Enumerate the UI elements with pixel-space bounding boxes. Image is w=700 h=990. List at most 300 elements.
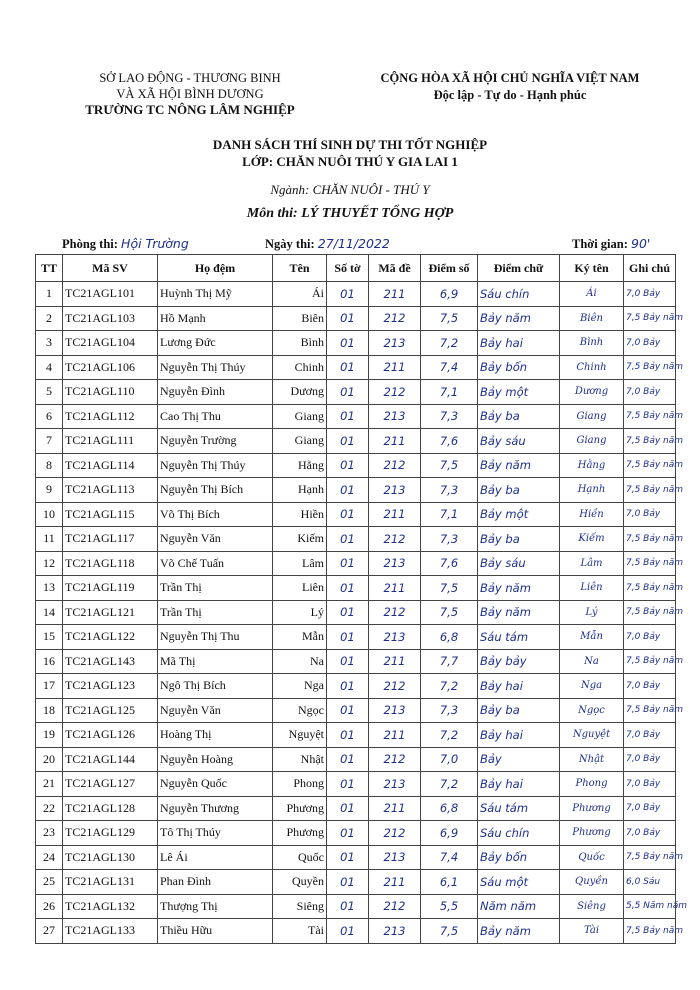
row-number-cell: 11 bbox=[36, 527, 63, 552]
row-number-cell: 7 bbox=[36, 429, 63, 454]
col-header-score-words: Điểm chữ bbox=[478, 255, 560, 282]
table-row bbox=[36, 478, 676, 503]
signature-cell: Hạnh bbox=[560, 478, 624, 503]
col-header-sheets: Số tờ bbox=[327, 255, 369, 282]
score-cell: 7,2 bbox=[421, 674, 478, 699]
note-cell: 7,0 Bảy bbox=[624, 380, 676, 405]
row-number-cell: 6 bbox=[36, 404, 63, 429]
score-cell: 7,4 bbox=[421, 355, 478, 380]
sheet-count-cell: 01 bbox=[327, 649, 369, 674]
score-words-cell: Bảy một bbox=[478, 502, 560, 527]
col-header-exam-code: Mã đề bbox=[369, 255, 421, 282]
table-row bbox=[36, 355, 676, 380]
col-header-score: Điểm số bbox=[421, 255, 478, 282]
surname-cell: Võ Thị Bích bbox=[158, 502, 273, 527]
sheet-count-cell: 01 bbox=[327, 600, 369, 625]
row-number-cell: 5 bbox=[36, 380, 63, 405]
sheet-count-cell: 01 bbox=[327, 747, 369, 772]
score-cell: 6,9 bbox=[421, 821, 478, 846]
surname-cell: Võ Chế Tuấn bbox=[158, 551, 273, 576]
given-name-cell: Giang bbox=[273, 404, 327, 429]
score-words-cell: Bảy hai bbox=[478, 723, 560, 748]
exam-code-cell: 211 bbox=[369, 502, 421, 527]
row-number-cell: 1 bbox=[36, 282, 63, 307]
note-cell: 7,0 Bảy bbox=[624, 331, 676, 356]
score-words-cell: Bảy hai bbox=[478, 331, 560, 356]
table-row bbox=[36, 845, 676, 870]
row-number-cell: 25 bbox=[36, 870, 63, 895]
table-row bbox=[36, 723, 676, 748]
score-cell: 7,3 bbox=[421, 404, 478, 429]
note-cell: 7,5 Bảy năm bbox=[624, 453, 676, 478]
document-title: DANH SÁCH THÍ SINH DỰ THI TỐT NGHIỆP bbox=[212, 137, 488, 152]
surname-cell: Nguyễn Hoàng bbox=[158, 747, 273, 772]
exam-code-cell: 212 bbox=[369, 747, 421, 772]
surname-cell: Nguyễn Quốc bbox=[158, 772, 273, 797]
surname-cell: Ngô Thị Bích bbox=[158, 674, 273, 699]
room-value: Hội Trường bbox=[121, 236, 189, 251]
table-row bbox=[36, 282, 676, 307]
row-number-cell: 17 bbox=[36, 674, 63, 699]
surname-cell: Nguyễn Văn bbox=[158, 698, 273, 723]
exam-code-cell: 211 bbox=[369, 355, 421, 380]
note-cell: 7,5 Bảy năm bbox=[624, 698, 676, 723]
surname-cell: Nguyễn Văn bbox=[158, 527, 273, 552]
sheet-count-cell: 01 bbox=[327, 453, 369, 478]
date-value: 27/11/2022 bbox=[317, 236, 390, 251]
table-row bbox=[36, 772, 676, 797]
student-id-cell: TC21AGL125 bbox=[63, 698, 158, 723]
signature-cell: Ngọc bbox=[560, 698, 624, 723]
score-words-cell: Năm năm bbox=[478, 894, 560, 919]
signature-cell: Hằng bbox=[560, 453, 624, 478]
student-id-cell: TC21AGL123 bbox=[63, 674, 158, 699]
exam-code-cell: 213 bbox=[369, 478, 421, 503]
row-number-cell: 12 bbox=[36, 551, 63, 576]
school-name: TRƯỜNG TC NÔNG LÂM NGHIỆP bbox=[85, 102, 295, 117]
exam-code-cell: 211 bbox=[369, 649, 421, 674]
student-id-cell: TC21AGL106 bbox=[63, 355, 158, 380]
row-number-cell: 19 bbox=[36, 723, 63, 748]
given-name-cell: Quyền bbox=[273, 870, 327, 895]
score-cell: 7,5 bbox=[421, 600, 478, 625]
surname-cell: Nguyễn Thị Thu bbox=[158, 625, 273, 650]
table-row bbox=[36, 600, 676, 625]
sheet-count-cell: 01 bbox=[327, 845, 369, 870]
student-id-cell: TC21AGL121 bbox=[63, 600, 158, 625]
given-name-cell: Phương bbox=[273, 821, 327, 846]
note-cell: 6,0 Sáu bbox=[624, 870, 676, 895]
surname-cell: Nguyễn Thương bbox=[158, 796, 273, 821]
given-name-cell: Biên bbox=[273, 306, 327, 331]
exam-code-cell: 212 bbox=[369, 453, 421, 478]
col-header-surname: Họ đệm bbox=[158, 255, 273, 282]
score-words-cell: Bảy bảy bbox=[478, 649, 560, 674]
given-name-cell: Quốc bbox=[273, 845, 327, 870]
surname-cell: Thượng Thị bbox=[158, 894, 273, 919]
student-id-cell: TC21AGL104 bbox=[63, 331, 158, 356]
student-id-cell: TC21AGL110 bbox=[63, 380, 158, 405]
signature-cell: Tài bbox=[560, 919, 624, 944]
surname-cell: Phan Đình bbox=[158, 870, 273, 895]
sheet-count-cell: 01 bbox=[327, 821, 369, 846]
time-label: Thời gian: bbox=[572, 237, 628, 251]
score-cell: 6,1 bbox=[421, 870, 478, 895]
exam-code-cell: 212 bbox=[369, 527, 421, 552]
table-row bbox=[36, 551, 676, 576]
time-value: 90' bbox=[631, 236, 651, 251]
given-name-cell: Nhật bbox=[273, 747, 327, 772]
sheet-count-cell: 01 bbox=[327, 894, 369, 919]
student-id-cell: TC21AGL101 bbox=[63, 282, 158, 307]
score-words-cell: Bảy bbox=[478, 747, 560, 772]
signature-cell: Phong bbox=[560, 772, 624, 797]
surname-cell: Nguyễn Thị Thúy bbox=[158, 453, 273, 478]
exam-code-cell: 212 bbox=[369, 380, 421, 405]
given-name-cell: Siêng bbox=[273, 894, 327, 919]
score-cell: 7,0 bbox=[421, 747, 478, 772]
note-cell: 7,0 Bảy bbox=[624, 772, 676, 797]
score-words-cell: Bảy ba bbox=[478, 404, 560, 429]
surname-cell: Huỳnh Thị Mỹ bbox=[158, 282, 273, 307]
table-row bbox=[36, 919, 676, 944]
table-row bbox=[36, 429, 676, 454]
given-name-cell: Chinh bbox=[273, 355, 327, 380]
note-cell: 7,5 Bảy năm bbox=[624, 600, 676, 625]
note-cell: 7,5 Bảy năm bbox=[624, 649, 676, 674]
sheet-count-cell: 01 bbox=[327, 478, 369, 503]
student-id-cell: TC21AGL127 bbox=[63, 772, 158, 797]
signature-cell: Na bbox=[560, 649, 624, 674]
col-header-tt: TT bbox=[36, 255, 63, 282]
note-cell: 7,5 Bảy năm bbox=[624, 429, 676, 454]
exam-code-cell: 213 bbox=[369, 404, 421, 429]
given-name-cell: Giang bbox=[273, 429, 327, 454]
exam-room bbox=[62, 236, 189, 252]
sheet-count-cell: 01 bbox=[327, 355, 369, 380]
signature-cell: Quốc bbox=[560, 845, 624, 870]
score-cell: 7,7 bbox=[421, 649, 478, 674]
exam-code-cell: 211 bbox=[369, 429, 421, 454]
surname-cell: Trần Thị bbox=[158, 600, 273, 625]
sheet-count-cell: 01 bbox=[327, 429, 369, 454]
given-name-cell: Lý bbox=[273, 600, 327, 625]
given-name-cell: Phương bbox=[273, 796, 327, 821]
score-words-cell: Bảy ba bbox=[478, 527, 560, 552]
national-motto: Độc lập - Tự do - Hạnh phúc bbox=[433, 88, 587, 102]
surname-cell: Tô Thị Thúy bbox=[158, 821, 273, 846]
row-number-cell: 26 bbox=[36, 894, 63, 919]
sheet-count-cell: 01 bbox=[327, 625, 369, 650]
signature-cell: Dương bbox=[560, 380, 624, 405]
table-row bbox=[36, 796, 676, 821]
student-id-cell: TC21AGL129 bbox=[63, 821, 158, 846]
surname-cell: Cao Thị Thu bbox=[158, 404, 273, 429]
note-cell: 7,5 Bảy năm bbox=[624, 478, 676, 503]
sheet-count-cell: 01 bbox=[327, 576, 369, 601]
student-id-cell: TC21AGL103 bbox=[63, 306, 158, 331]
score-words-cell: Bảy bốn bbox=[478, 845, 560, 870]
score-cell: 7,4 bbox=[421, 845, 478, 870]
score-words-cell: Bảy bốn bbox=[478, 355, 560, 380]
score-words-cell: Sáu chín bbox=[478, 282, 560, 307]
sheet-count-cell: 01 bbox=[327, 282, 369, 307]
signature-cell: Hiền bbox=[560, 502, 624, 527]
sheet-count-cell: 01 bbox=[327, 870, 369, 895]
exam-code-cell: 212 bbox=[369, 306, 421, 331]
exam-code-cell: 213 bbox=[369, 331, 421, 356]
note-cell: 7,0 Bảy bbox=[624, 747, 676, 772]
exam-code-cell: 211 bbox=[369, 576, 421, 601]
row-number-cell: 14 bbox=[36, 600, 63, 625]
score-words-cell: Bảy ba bbox=[478, 698, 560, 723]
sheet-count-cell: 01 bbox=[327, 919, 369, 944]
given-name-cell: Nguyệt bbox=[273, 723, 327, 748]
signature-cell: Giang bbox=[560, 404, 624, 429]
subject-line: Môn thi: LÝ THUYẾT TỔNG HỢP bbox=[246, 206, 454, 221]
note-cell: 7,0 Bảy bbox=[624, 821, 676, 846]
student-id-cell: TC21AGL115 bbox=[63, 502, 158, 527]
score-cell: 7,5 bbox=[421, 453, 478, 478]
score-words-cell: Bảy năm bbox=[478, 600, 560, 625]
sheet-count-cell: 01 bbox=[327, 772, 369, 797]
score-cell: 7,1 bbox=[421, 380, 478, 405]
table-row bbox=[36, 404, 676, 429]
signature-cell: Chinh bbox=[560, 355, 624, 380]
surname-cell: Nguyễn Đình bbox=[158, 380, 273, 405]
signature-cell: Quyền bbox=[560, 870, 624, 895]
score-words-cell: Bảy năm bbox=[478, 576, 560, 601]
row-number-cell: 10 bbox=[36, 502, 63, 527]
student-id-cell: TC21AGL111 bbox=[63, 429, 158, 454]
row-number-cell: 22 bbox=[36, 796, 63, 821]
score-words-cell: Bảy hai bbox=[478, 674, 560, 699]
student-id-cell: TC21AGL144 bbox=[63, 747, 158, 772]
table-row bbox=[36, 821, 676, 846]
student-id-cell: TC21AGL128 bbox=[63, 796, 158, 821]
score-words-cell: Bảy năm bbox=[478, 453, 560, 478]
sheet-count-cell: 01 bbox=[327, 306, 369, 331]
exam-code-cell: 212 bbox=[369, 821, 421, 846]
signature-cell: Biên bbox=[560, 306, 624, 331]
table-row bbox=[36, 306, 676, 331]
score-words-cell: Bảy năm bbox=[478, 306, 560, 331]
sheet-count-cell: 01 bbox=[327, 796, 369, 821]
date-label: Ngày thi: bbox=[265, 237, 315, 251]
score-words-cell: Sáu một bbox=[478, 870, 560, 895]
exam-code-cell: 213 bbox=[369, 772, 421, 797]
score-words-cell: Bảy ba bbox=[478, 478, 560, 503]
exam-date bbox=[265, 236, 390, 252]
signature-cell: Mẫn bbox=[560, 625, 624, 650]
signature-cell: Phương bbox=[560, 821, 624, 846]
row-number-cell: 21 bbox=[36, 772, 63, 797]
exam-duration bbox=[572, 236, 650, 252]
surname-cell: Lương Đức bbox=[158, 331, 273, 356]
student-id-cell: TC21AGL132 bbox=[63, 894, 158, 919]
score-words-cell: Bảy một bbox=[478, 380, 560, 405]
score-words-cell: Bảy hai bbox=[478, 772, 560, 797]
score-cell: 7,5 bbox=[421, 306, 478, 331]
class-title: LỚP: CHĂN NUÔI THÚ Y GIA LAI 1 bbox=[242, 154, 458, 169]
given-name-cell: Hạnh bbox=[273, 478, 327, 503]
given-name-cell: Nga bbox=[273, 674, 327, 699]
note-cell: 7,0 Bảy bbox=[624, 674, 676, 699]
signature-cell: Bình bbox=[560, 331, 624, 356]
table-row bbox=[36, 625, 676, 650]
agency-header bbox=[40, 70, 340, 118]
student-id-cell: TC21AGL133 bbox=[63, 919, 158, 944]
col-header-signature: Ký tên bbox=[560, 255, 624, 282]
signature-cell: Nhật bbox=[560, 747, 624, 772]
sheet-count-cell: 01 bbox=[327, 380, 369, 405]
table-row bbox=[36, 870, 676, 895]
signature-cell: Phương bbox=[560, 796, 624, 821]
exam-code-cell: 213 bbox=[369, 919, 421, 944]
student-id-cell: TC21AGL122 bbox=[63, 625, 158, 650]
table-row bbox=[36, 453, 676, 478]
score-cell: 7,6 bbox=[421, 429, 478, 454]
note-cell: 7,5 Bảy năm bbox=[624, 306, 676, 331]
score-cell: 6,9 bbox=[421, 282, 478, 307]
signature-cell: Ái bbox=[560, 282, 624, 307]
student-id-cell: TC21AGL112 bbox=[63, 404, 158, 429]
table-row bbox=[36, 747, 676, 772]
table-header-row bbox=[36, 255, 676, 282]
note-cell: 5,5 Năm năm bbox=[624, 894, 676, 919]
score-cell: 7,3 bbox=[421, 527, 478, 552]
national-title: CỘNG HÒA XÃ HỘI CHỦ NGHĨA VIỆT NAM bbox=[380, 71, 640, 85]
surname-cell: Nguyễn Trường bbox=[158, 429, 273, 454]
note-cell: 7,0 Bảy bbox=[624, 723, 676, 748]
signature-cell: Lâm bbox=[560, 551, 624, 576]
given-name-cell: Phong bbox=[273, 772, 327, 797]
table-row bbox=[36, 331, 676, 356]
sheet-count-cell: 01 bbox=[327, 404, 369, 429]
row-number-cell: 16 bbox=[36, 649, 63, 674]
score-cell: 7,2 bbox=[421, 772, 478, 797]
surname-cell: Hoàng Thị bbox=[158, 723, 273, 748]
note-cell: 7,5 Bảy năm bbox=[624, 355, 676, 380]
score-words-cell: Bảy sáu bbox=[478, 429, 560, 454]
signature-cell: Nga bbox=[560, 674, 624, 699]
given-name-cell: Mẫn bbox=[273, 625, 327, 650]
exam-code-cell: 213 bbox=[369, 551, 421, 576]
surname-cell: Nguyễn Thị Bích bbox=[158, 478, 273, 503]
exam-code-cell: 211 bbox=[369, 723, 421, 748]
sheet-count-cell: 01 bbox=[327, 674, 369, 699]
given-name-cell: Bình bbox=[273, 331, 327, 356]
score-words-cell: Sáu tám bbox=[478, 796, 560, 821]
score-cell: 7,6 bbox=[421, 551, 478, 576]
exam-code-cell: 213 bbox=[369, 698, 421, 723]
sheet-count-cell: 01 bbox=[327, 527, 369, 552]
row-number-cell: 13 bbox=[36, 576, 63, 601]
score-cell: 7,3 bbox=[421, 698, 478, 723]
exam-code-cell: 212 bbox=[369, 674, 421, 699]
score-cell: 7,2 bbox=[421, 331, 478, 356]
score-cell: 7,1 bbox=[421, 502, 478, 527]
score-words-cell: Bảy năm bbox=[478, 919, 560, 944]
row-number-cell: 24 bbox=[36, 845, 63, 870]
surname-cell: Lê Ái bbox=[158, 845, 273, 870]
student-id-cell: TC21AGL114 bbox=[63, 453, 158, 478]
row-number-cell: 23 bbox=[36, 821, 63, 846]
note-cell: 7,5 Bảy năm bbox=[624, 845, 676, 870]
major-line: Ngành: CHĂN NUÔI - THÚ Y bbox=[270, 182, 430, 197]
table-row bbox=[36, 894, 676, 919]
sheet-count-cell: 01 bbox=[327, 551, 369, 576]
table-row bbox=[36, 674, 676, 699]
student-id-cell: TC21AGL118 bbox=[63, 551, 158, 576]
given-name-cell: Liên bbox=[273, 576, 327, 601]
sheet-count-cell: 01 bbox=[327, 723, 369, 748]
signature-cell: Kiếm bbox=[560, 527, 624, 552]
table-row bbox=[36, 698, 676, 723]
row-number-cell: 18 bbox=[36, 698, 63, 723]
given-name-cell: Hằng bbox=[273, 453, 327, 478]
signature-cell: Nguyệt bbox=[560, 723, 624, 748]
student-id-cell: TC21AGL113 bbox=[63, 478, 158, 503]
exam-code-cell: 213 bbox=[369, 625, 421, 650]
row-number-cell: 8 bbox=[36, 453, 63, 478]
surname-cell: Nguyễn Thị Thúy bbox=[158, 355, 273, 380]
score-cell: 6,8 bbox=[421, 625, 478, 650]
table-row bbox=[36, 380, 676, 405]
table-row bbox=[36, 527, 676, 552]
given-name-cell: Tài bbox=[273, 919, 327, 944]
row-number-cell: 27 bbox=[36, 919, 63, 944]
row-number-cell: 15 bbox=[36, 625, 63, 650]
given-name-cell: Na bbox=[273, 649, 327, 674]
surname-cell: Thiều Hữu bbox=[158, 919, 273, 944]
row-number-cell: 3 bbox=[36, 331, 63, 356]
row-number-cell: 9 bbox=[36, 478, 63, 503]
score-words-cell: Sáu chín bbox=[478, 821, 560, 846]
score-cell: 5,5 bbox=[421, 894, 478, 919]
exam-code-cell: 211 bbox=[369, 796, 421, 821]
signature-cell: Liên bbox=[560, 576, 624, 601]
sheet-count-cell: 01 bbox=[327, 698, 369, 723]
score-cell: 7,5 bbox=[421, 576, 478, 601]
note-cell: 7,5 Bảy năm bbox=[624, 551, 676, 576]
student-id-cell: TC21AGL130 bbox=[63, 845, 158, 870]
candidate-table bbox=[35, 254, 688, 944]
col-header-name: Tên bbox=[273, 255, 327, 282]
national-header bbox=[345, 70, 675, 104]
student-id-cell: TC21AGL131 bbox=[63, 870, 158, 895]
signature-cell: Lý bbox=[560, 600, 624, 625]
exam-code-cell: 211 bbox=[369, 282, 421, 307]
agency-line-1: SỞ LAO ĐỘNG - THƯƠNG BINH bbox=[99, 71, 281, 85]
score-cell: 7,3 bbox=[421, 478, 478, 503]
exam-code-cell: 213 bbox=[369, 845, 421, 870]
col-header-student-id: Mã SV bbox=[63, 255, 158, 282]
note-cell: 7,0 Bảy bbox=[624, 796, 676, 821]
signature-cell: Giang bbox=[560, 429, 624, 454]
given-name-cell: Ái bbox=[273, 282, 327, 307]
student-id-cell: TC21AGL143 bbox=[63, 649, 158, 674]
score-words-cell: Bảy sáu bbox=[478, 551, 560, 576]
exam-code-cell: 211 bbox=[369, 870, 421, 895]
sheet-count-cell: 01 bbox=[327, 331, 369, 356]
note-cell: 7,0 Bảy bbox=[624, 625, 676, 650]
signature-cell: Siêng bbox=[560, 894, 624, 919]
note-cell: 7,0 Bảy bbox=[624, 502, 676, 527]
score-cell: 6,8 bbox=[421, 796, 478, 821]
table-row bbox=[36, 502, 676, 527]
given-name-cell: Kiếm bbox=[273, 527, 327, 552]
